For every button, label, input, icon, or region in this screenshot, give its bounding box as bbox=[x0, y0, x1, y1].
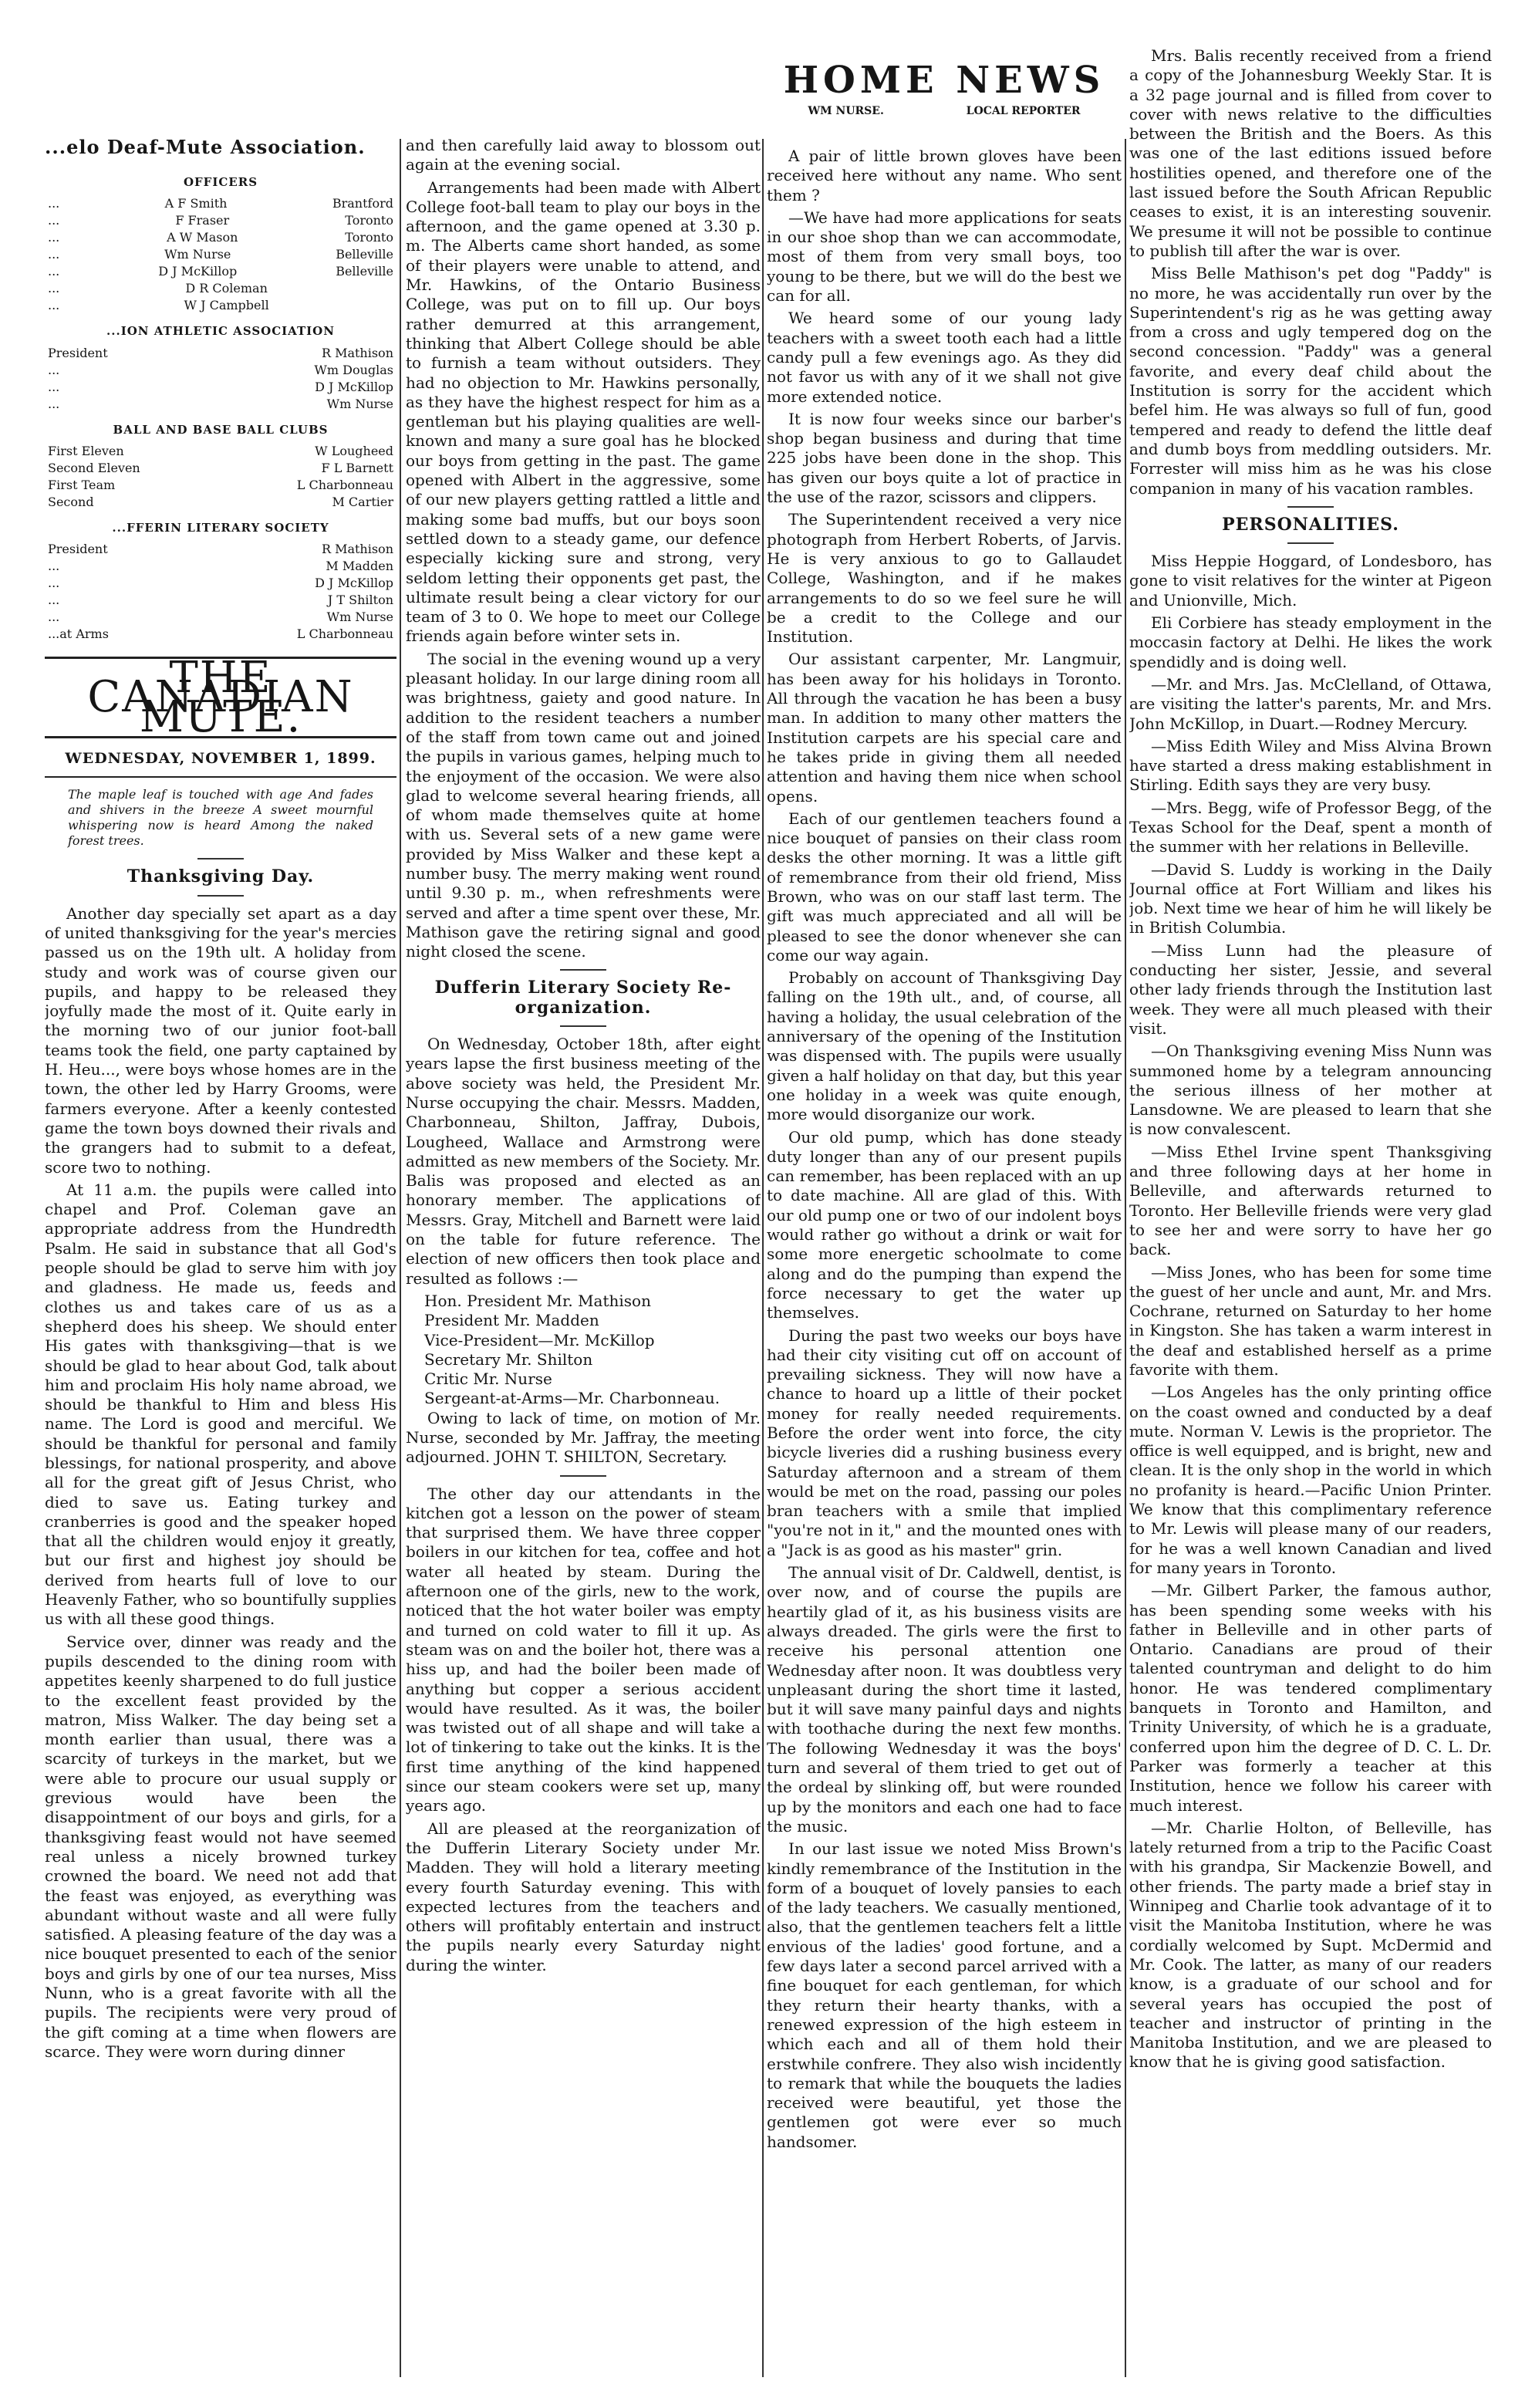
officers-name: D R Coleman bbox=[185, 281, 268, 296]
officer-line: Critic Mr. Nurse bbox=[424, 1369, 552, 1389]
literary-title: ...FFERIN LITERARY SOCIETY bbox=[112, 520, 329, 535]
divider bbox=[560, 969, 606, 971]
officers-row bbox=[45, 263, 396, 280]
column-3 bbox=[767, 147, 1122, 2155]
officers-role: ... bbox=[48, 196, 60, 211]
officers-place: Toronto bbox=[345, 213, 393, 228]
athletic-row bbox=[45, 379, 396, 396]
officers-row bbox=[45, 229, 396, 246]
personality-item: —Miss Jones, who has been for some time the guest of her uncle and aunt, Mr. and Mrs. Cochrane, returned on Saturday to her home in Kingston. She has taken a warm interest in the deaf and established herself as a prime favorite with them. bbox=[1129, 1262, 1492, 1379]
thanksgiving-paragraph: Another day specially set apart as a day of united thanksgiving for the year's mercies passed us on the 19th ult. A holiday from study and work was of course given our pupils, and happy to be released they joyfully made the most of it. Quite early in the morning two of our junior foot-ball teams took the field, one party captained by H. Heu..., were boys whose homes are in the town, the other led by Harry Grooms, were farmers everyone. After a keenly contested game the town boys downed their rivals and the grangers had to submit to a defeat, score two to nothing. bbox=[45, 903, 396, 1177]
officer-line: Vice-President—Mr. McKillop bbox=[424, 1330, 655, 1349]
officers-role: ... bbox=[48, 213, 60, 228]
literary-name: J T Shilton bbox=[327, 593, 393, 608]
officers-name: Wm Nurse bbox=[164, 247, 231, 262]
officer-line: Hon. President Mr. Mathison bbox=[424, 1291, 651, 1310]
athletic-role: President bbox=[48, 345, 108, 360]
officers-name: A W Mason bbox=[167, 230, 238, 245]
officers-role: ... bbox=[48, 298, 60, 313]
divider bbox=[1287, 506, 1334, 508]
news-item: Our assistant carpenter, Mr. Langmuir, has been away for his holidays in Toronto. All through the vacation he has been a busy man. In addition to many other matters the Institution carpets are his special care and he takes pride in giving them all needed attention and having them nice when school opens. bbox=[767, 650, 1122, 805]
literary-row bbox=[45, 575, 396, 592]
athletic-row bbox=[45, 362, 396, 379]
officers-list bbox=[45, 195, 396, 314]
officer-line: Sergeant-at-Arms—Mr. Charbonneau. bbox=[424, 1389, 720, 1408]
athletic-role: ... bbox=[48, 379, 60, 394]
athletic-list bbox=[45, 345, 396, 413]
ball-row bbox=[45, 460, 396, 477]
officers-place: Belleville bbox=[336, 247, 393, 262]
athletic-name: D J McKillop bbox=[315, 379, 393, 394]
personality-item: Miss Heppie Hoggard, of Londesboro, has gone to visit relatives for the winter at Pigeon and Unionville, Mich. bbox=[1129, 552, 1492, 610]
literary-role: ... bbox=[48, 610, 60, 625]
column2-paragraph: Arrangements had been made with Albert College foot-ball team to play our boys in the afternoon, and the game opened at 3.30 p. m. The Alberts came short handed, as some of their players were unable to attend, and Mr. Hawkins, of the Ontario Business College, was put on to fill up. Our boys rather demurred at this arrangement, thinking that Albert College should be able to furnish a team without outsiders. They had no objection to Mr. Hawkins personally, as they have the highest respect for him as a gentleman but his playing qualities are well-known and many a sure goal has he blocked our boys from getting in the past. The game opened with Albert in the aggressive, some of our new players getting rattled a little and making some bad muffs, but our boys soon settled down to a steady game, our defence especially kicking sure and strong, very seldom letting their opponents get past, the ultimate result being a clear victory for our team of 3 to 0. We hope to meet our College friends again before winter sets in. bbox=[406, 177, 761, 646]
athletic-role: ... bbox=[48, 362, 60, 377]
ball-role: Second Eleven bbox=[48, 460, 140, 475]
column4-paragraph: Miss Belle Mathison's pet dog "Paddy" is no more, he was accidentally run over by the Superintendent's rig as he was getting away from a cross and ugly tempered dog on the second concession. "Paddy" was a general favorite, and every deaf child about the Institution is sorry for the accident which befel him. He was always so full of fun, good tempered and ready to defend the little deaf and dumb boys from meddling outsiders. Mr. Forrester will miss him as he was his close companion in many of his vacation rambles. bbox=[1129, 264, 1492, 498]
news-item: —We have had more applications for seats in our shoe shop than we can accommodate, most of them from very small boys, too young to be there, but we will do the best we can for all. bbox=[767, 208, 1122, 306]
athletic-name: Wm Douglas bbox=[314, 362, 393, 377]
officers-title: OFFICERS bbox=[183, 175, 258, 189]
personality-item: —Mr. and Mrs. Jas. McClelland, of Ottawa, are visiting the latter's parents, Mr. and Mrs. John McKillop, in Duart.—Rodney Mercury. bbox=[1129, 674, 1492, 733]
personality-item: —David S. Luddy is working in the Daily Journal office at Fort William and likes his job. Next time we hear of him he will likely be in British Columbia. bbox=[1129, 860, 1492, 937]
society-paragraph: On Wednesday, October 18th, after eight years lapse the first business meeting of the above society was held, the President Mr. Nurse occupying the chair. Messrs. Madden, Charbonneau, Shilton, Jaffray, Dubois, Lougheed, Wallace and Armstrong were admitted as new members of the Society. Mr. Balis was proposed and elected as an honorary member. The applications of Messrs. Gray, Mitchell and Barnett were laid on the table for future reference. The election of new officers then took place and resulted as follows :— bbox=[406, 1035, 761, 1288]
officer-line: President Mr. Madden bbox=[424, 1311, 599, 1330]
officers-row bbox=[45, 297, 396, 314]
ball-role: First Eleven bbox=[48, 443, 124, 458]
thanksgiving-title: Thanksgiving Day. bbox=[127, 866, 315, 887]
dateline: WEDNESDAY, NOVEMBER 1, 1899. bbox=[45, 745, 396, 778]
officers-place: Brantford bbox=[332, 196, 393, 211]
athletic-title: ...ION ATHLETIC ASSOCIATION bbox=[106, 324, 335, 339]
literary-row bbox=[45, 592, 396, 609]
personality-item: —Miss Ethel Irvine spent Thanksgiving and three following days at her home in Belleville, and afterwards returned to Toronto. Her Belleville friends were very glad to see her and were sorry to have her go back. bbox=[1129, 1142, 1492, 1259]
personality-item: —On Thanksgiving evening Miss Nunn was summoned home by a telegram announcing the serious illness of her mother at Lansdowne. We are pleased to learn that she is now convalescent. bbox=[1129, 1042, 1492, 1139]
officers-role: ... bbox=[48, 264, 60, 279]
officers-name: F Fraser bbox=[175, 213, 230, 228]
ball-name: W Lougheed bbox=[315, 443, 393, 458]
ball-title: BALL AND BASE BALL CLUBS bbox=[113, 422, 329, 437]
news-item: We heard some of our young lady teachers with a sweet tooth each had a little candy pull a few evenings ago. As they did not favor us with any of it we shall not give more extended notice. bbox=[767, 309, 1122, 406]
literary-row bbox=[45, 541, 396, 558]
news-item: The Superintendent received a very nice photograph from Herbert Roberts, of Jarvis. He is very anxious to go to Gallaudet College, Washington, and if he makes arrangements to do so we feel sure he will be a credit to the College and our Institution. bbox=[767, 510, 1122, 647]
literary-name: M Madden bbox=[326, 559, 393, 574]
ball-row bbox=[45, 477, 396, 494]
home-news-reporter: LOCAL REPORTER bbox=[966, 105, 1081, 117]
ball-row bbox=[45, 494, 396, 511]
athletic-name: Wm Nurse bbox=[326, 396, 393, 411]
literary-name: D J McKillop bbox=[315, 576, 393, 591]
ball-role: Second bbox=[48, 494, 94, 509]
news-item: Our old pump, which has done steady duty longer than any of our present pupils can remember, has been replaced with an up to date machine. All are glad of this. With our old pump one or two of our indolent boys would rather go without a drink or wait for some more energetic schoolmate to come along and do the pumping than expend the force necessary to get the water up themselves. bbox=[767, 1127, 1122, 1322]
officer-line: Secretary Mr. Shilton bbox=[424, 1349, 593, 1369]
column-rule bbox=[400, 139, 401, 2377]
divider bbox=[560, 1475, 606, 1477]
news-item: A pair of little brown gloves have been received here without any name. Who sent them ? bbox=[767, 147, 1122, 204]
divider bbox=[560, 1025, 606, 1027]
divider bbox=[1287, 542, 1334, 544]
masthead: THE CANADIAN MUTE. bbox=[45, 657, 396, 738]
association-title: ...elo Deaf-Mute Association. bbox=[45, 136, 366, 158]
personalities-title: PERSONALITIES. bbox=[1222, 514, 1399, 535]
literary-name: L Charbonneau bbox=[296, 626, 393, 642]
thanksgiving-paragraph: At 11 a.m. the pupils were called into chapel and Prof. Coleman gave an appropriate address from the Hundredth Psalm. He said in substance that all God's people should be glad to serve him with joy and gladness. He made us, feeds and clothes us and takes care of us as a shepherd does his sheep. We should enter His gates with thanksgiving—that is we should be glad to hear about God, talk about him and proclaim His holy name abroad, we should be thankful to Him and bless His name. The Lord is good and merciful. We should be thankful for personal and family blessings, for national prosperity, and above all for the great gift of Jesus Christ, who died to save us. Eating turkey and cranberries is good and the speaker hoped that all the children would enjoy it greatly, but our first and highest joy should be derived from hearts full of love to our Heavenly Father, who so bountifully supplies us with all these good things. bbox=[45, 1180, 396, 1629]
officers-name: W J Campbell bbox=[184, 298, 269, 313]
officers-row bbox=[45, 212, 396, 229]
officers-place: Belleville bbox=[336, 264, 393, 279]
personality-item: —Mr. Charlie Holton, of Belleville, has lately returned from a trip to the Pacific Coast with his grandpa, Sir Mackenzie Bowell, and other friends. The party made a brief stay in Winnipeg and Charlie took advantage of it to visit the Manitoba Institution, where he was cordially welcomed by Supt. McDermid and Mr. Cook. The latter, as many of our readers know, is a graduate of our school and for several years has occupied the post of teacher and instructor of printing in the Manitoba Institution, and we are pleased to know that he is giving good satisfaction. bbox=[1129, 1818, 1492, 2072]
literary-row bbox=[45, 626, 396, 643]
ball-name: F L Barnett bbox=[321, 460, 393, 475]
literary-role: ... bbox=[48, 576, 60, 591]
steam-paragraph: The other day our attendants in the kitchen got a lesson on the power of steam that surprised them. We have three copper boilers in our kitchen for tea, coffee and hot water all heated by steam. During the afternoon one of the girls, new to the work, noticed that the hot water boiler was empty and turned on cold water to fill it up. As steam was on and the boiler hot, there was a hiss up, and had the boiler been made of anything but copper a serious accident would have resulted. As it was, the boiler was twisted out of all shape and will take a lot of tinkering to take out the kinks. It is the first time anything of the kind happened since our steam cookers were set up, many years ago. bbox=[406, 1484, 761, 1815]
column-1 bbox=[45, 165, 396, 2065]
home-news-title: HOME NEWS bbox=[783, 59, 1105, 102]
athletic-row bbox=[45, 345, 396, 362]
column4-paragraph: Mrs. Balis recently received from a friend a copy of the Johannesburg Weekly Star. It is a 32 page journal and is filled from cover to cover with news relative to the difficulties between the British and the Boers. As this was one of the last editions issued before hostilities opened, and therefore one of the last issued before the South African Republic ceases to exist, it is an interesting souvenir. We presume it will not be possible to continue to publish till after the war is over. bbox=[1129, 46, 1492, 260]
divider bbox=[197, 895, 244, 897]
officers-role: ... bbox=[48, 281, 60, 296]
column-4 bbox=[1129, 46, 1492, 2075]
ball-name: L Charbonneau bbox=[296, 477, 393, 492]
home-news-editor: WM NURSE. bbox=[808, 105, 884, 117]
literary-name: Wm Nurse bbox=[326, 610, 393, 625]
column2-paragraph: The social in the evening wound up a very pleasant holiday. In our large dining room all was brightness, gaiety and good nature. In addition to the resident teachers a number of the staff from town came out and joined the pupils in various games, helping much to the enjoyment of the occasion. We were also glad to welcome several hearing friends, all of whom made themselves quite at home with us. Several sets of a new game were provided by Miss Walker and these kept a number busy. The merry making went round until 9.30 p. m., when refreshments were served and after a time spent over these, Mr. Mathison gave the retiring signal and good night closed the scene. bbox=[406, 649, 761, 961]
news-item: During the past two weeks our boys have had their city visiting cut off on account of prevailing sickness. They will now have a chance to hoard up a little of their pocket money for really needed requirements. Before the order went into force, the city bicycle liveries did a rushing business every Saturday afternoon and a stream of them would be met on the road, passing our poles bran teachers with a smile that implied "you're not in it," and the mounted ones with a "Jack is as good as his master" grin. bbox=[767, 1326, 1122, 1559]
ball-role: First Team bbox=[48, 477, 116, 492]
athletic-role: ... bbox=[48, 396, 60, 411]
literary-row bbox=[45, 609, 396, 626]
divider bbox=[197, 858, 244, 860]
literary-list bbox=[45, 541, 396, 643]
literary-role: President bbox=[48, 542, 108, 557]
literary-role: ... bbox=[48, 559, 60, 574]
literary-row bbox=[45, 558, 396, 575]
verse: The maple leaf is touched with age And fades and shivers in the breeze A sweet mournful whispering now is heard Among the naked forest trees. bbox=[68, 787, 373, 849]
officers-row bbox=[45, 280, 396, 297]
society-title: Dufferin Literary Society Re-organization. bbox=[434, 978, 732, 1018]
news-item: Each of our gentlemen teachers found a nice bouquet of pansies on their class room desks the other morning. It was a little gift of remembrance from their old friend, Miss Brown, who was on our staff last term. The gift was much appreciated and all will be pleased to see the donor whenever she can come our way again. bbox=[767, 809, 1122, 964]
personality-item: Eli Corbiere has steady employment in the moccasin factory at Delhi. He likes the work spendidly and is doing well. bbox=[1129, 613, 1492, 671]
literary-name: R Mathison bbox=[321, 542, 393, 557]
thanksgiving-paragraph: Service over, dinner was ready and the pupils descended to the dining room with appetites keenly sharpened to do full justice to the excellent feast provided by the matron, Miss Walker. The day being set a month earlier than usual, there was a scarcity of turkeys in the market, but we were able to procure our usual supply or grevious would have been the disappointment of our boys and girls, for a thanksgiving feast would not have seemed real unless a nicely browned turkey crowned the board. We need not add that the feast was enjoyed, as everything was abundant without waste and all were fully satisfied. A pleasing feature of the day was a nice bouquet presented to each of the senior boys and girls by one of our tea nurses, Miss Nunn, who is a great favorite with all the pupils. The recipients were very proud of the gift coming at a time when flowers are scarce. They were worn during dinner bbox=[45, 1632, 396, 2061]
ball-list bbox=[45, 443, 396, 511]
news-item: It is now four weeks since our barber's shop began business and during that time 225 jobs have been done in the shop. This has given our boys quite a lot of practice in the use of the razor, scissors and clippers. bbox=[767, 409, 1122, 507]
column-2 bbox=[406, 136, 761, 1978]
personality-item: —Miss Lunn had the pleasure of conducting her sister, Jessie, and several other lady friends through the Institution last week. They were all much pleased with their visit. bbox=[1129, 941, 1492, 1038]
news-item: The annual visit of Dr. Caldwell, dentist, is over now, and of course the pupils are heartily glad of it, as his business visits are always dreaded. The girls were the first to receive his personal attention one Wednesday after noon. It was doubtless very unpleasant during the short time it lasted, but it will save many painful days and nights with toothache during the next few months. The following Wednesday it was the boys' turn and several of them tried to get out of the ordeal by slinking off, but were rounded up by the monitors and each one had to face the music. bbox=[767, 1563, 1122, 1836]
society-closing: Owing to lack of time, on motion of Mr. Nurse, seconded by Mr. Jaffray, the meeting adjourned. JOHN T. SHILTON, Secretary. bbox=[406, 1408, 761, 1467]
athletic-name: R Mathison bbox=[321, 345, 393, 360]
officers-name: A F Smith bbox=[164, 196, 228, 211]
officers-row bbox=[45, 246, 396, 263]
news-item: In our last issue we noted Miss Brown's kindly remembrance of the Institution in the form of a bouquet of lovely pansies to each of the lady teachers. We casually mentioned, also, that the gentlemen teachers felt a little envious of the ladies' good fortune, and a few days later a second parcel arrived with a fine bouquet for each gentleman, for which they return their hearty thanks, with a renewed expression of the high esteem in which each and all of them hold their erstwhile confrere. They also wish incidently to remark that while the bouquets the ladies received were beautiful, yet those the gentlemen got were ever so much handsomer. bbox=[767, 1839, 1122, 2151]
athletic-row bbox=[45, 396, 396, 413]
personality-item: —Mrs. Begg, wife of Professor Begg, of the Texas School for the Deaf, spent a month of the summer with her relations in Belleville. bbox=[1129, 798, 1492, 856]
literary-role: ... bbox=[48, 593, 60, 608]
literary-role: ...at Arms bbox=[48, 626, 109, 642]
column-rule bbox=[762, 139, 764, 2377]
news-item: Probably on account of Thanksgiving Day falling on the 19th ult., and, of course, all having a holiday, the usual celebration of the anniversary of the opening of the Institution was dispensed with. The pupils were usually given a half holiday on that day, but this year one holiday in a week was quite enough, more would disorganize our work. bbox=[767, 968, 1122, 1124]
ball-row bbox=[45, 443, 396, 460]
steam-paragraph: All are pleased at the reorganization of the Dufferin Literary Society under Mr. Madden. They will hold a literary meeting every fourth Saturday evening. This with expected lectures from the teachers and others will profitably entertain and instruct the pupils nearly every Saturday night during the winter. bbox=[406, 1819, 761, 1974]
column2-paragraph: and then carefully laid away to blossom out again at the evening social. bbox=[406, 136, 761, 174]
column-rule bbox=[1125, 139, 1126, 2377]
officers-place: Toronto bbox=[345, 230, 393, 245]
officers-row bbox=[45, 195, 396, 212]
ball-name: M Cartier bbox=[332, 494, 393, 509]
personality-item: —Los Angeles has the only printing office on the coast owned and conducted by a deaf mute. Norman V. Lewis is the proprietor. The office is well equipped, and is bright, new and clean. It is the only shop in the world in which no profanity is heard.—Pacific Union Printer. We know that this complimentary reference to Mr. Lewis will please many of our readers, for he was a well known Canadian and lived for many years in Toronto. bbox=[1129, 1383, 1492, 1577]
officers-name: D J McKillop bbox=[158, 264, 238, 279]
officers-role: ... bbox=[48, 230, 60, 245]
personality-item: —Miss Edith Wiley and Miss Alvina Brown have started a dress making establishment in Stirling. Edith says they are very busy. bbox=[1129, 736, 1492, 795]
personality-item: —Mr. Gilbert Parker, the famous author, has been spending some weeks with his father in Belleville and in other parts of Ontario. Canadians are proud of their talented countryman and delight to do him honor. He was tendered complimentary banquets in Toronto and Hamilton, and Trinity University, of which he is a graduate, conferred upon him the degree of D. C. L. Dr. Parker was formerly a teacher at this Institution, hence we follow his career with much interest. bbox=[1129, 1581, 1492, 1815]
officers-role: ... bbox=[48, 247, 60, 262]
home-news-header bbox=[767, 59, 1122, 136]
